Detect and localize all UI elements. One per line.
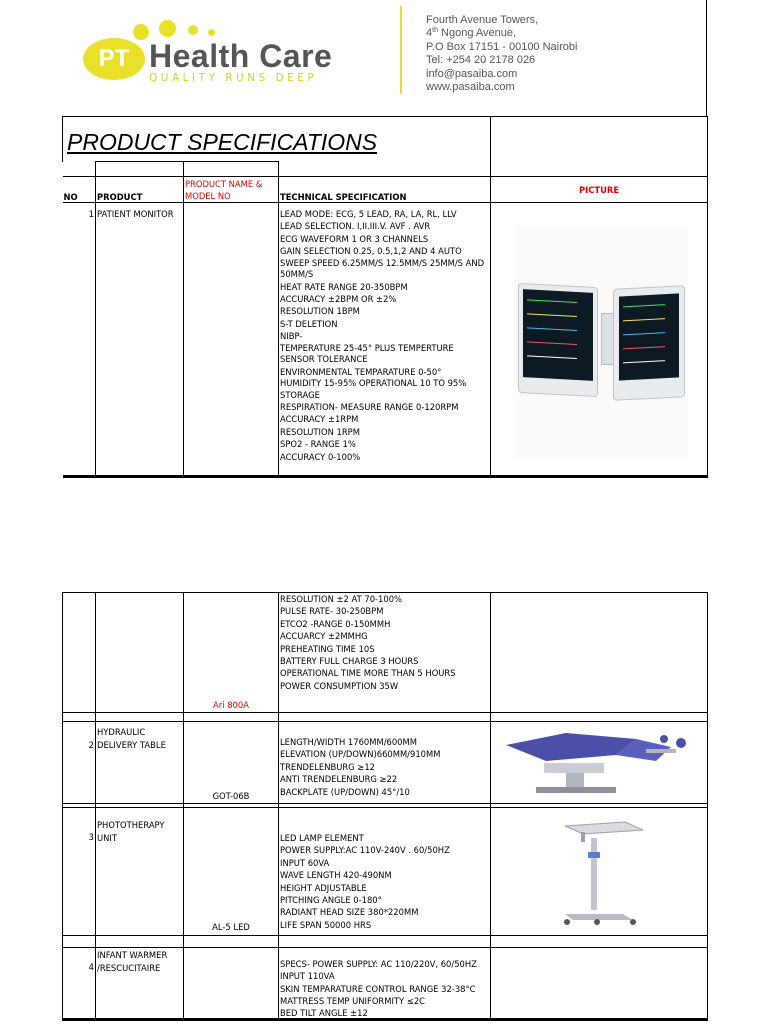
product-model-cell xyxy=(184,203,279,477)
website-text: www.pasaiba.com xyxy=(426,81,515,94)
spec-line: HEIGHT ADJUSTABLE xyxy=(280,882,367,893)
spec-line: BACKPLATE (UP/DOWN) 45°/10 xyxy=(280,786,410,797)
logo-initials: PT xyxy=(83,38,145,80)
header-divider xyxy=(400,6,402,94)
company-address xyxy=(426,14,577,94)
spec-line: BATTERY FULL CHARGE 3 HOURS xyxy=(280,656,419,667)
spec-line: ELEVATION (UP/DOWN)660MM/910MM xyxy=(280,749,441,760)
spec-line: SPO2 - RANGE 1% xyxy=(280,439,356,450)
spec-line: TEMPERATURE 25-45° PLUS TEMPERTURE SENSOR TOLERANCE xyxy=(280,342,454,365)
title-picture-cell xyxy=(491,117,708,177)
product-specs xyxy=(279,593,491,713)
product-picture-cell xyxy=(491,722,708,804)
page-border xyxy=(706,0,707,117)
logo-name: Health Care xyxy=(149,38,333,74)
address-line: Fourth Avenue Towers, xyxy=(426,14,539,26)
logo-dot xyxy=(133,24,149,40)
product-name: PATIENT MONITOR xyxy=(96,203,184,477)
logo-dot xyxy=(188,25,198,35)
product-specs xyxy=(279,722,491,804)
address-line: 4th Ngong Avenue, xyxy=(426,27,517,40)
product-model: Ari 800A xyxy=(184,593,279,713)
spec-table-page-2 xyxy=(62,592,708,1021)
product-no: 3 xyxy=(63,808,96,936)
spec-line: RESPIRATION- MEASURE RANGE 0-120RPM xyxy=(280,402,459,413)
spec-line: S-T DELETION xyxy=(280,318,338,329)
product-picture-cell xyxy=(491,593,708,713)
col-header-picture: PICTURE xyxy=(491,177,708,203)
spec-line: LEAD SELECTION. I,II.III.V. AVF . AVR xyxy=(280,221,431,232)
product-specs xyxy=(279,808,491,936)
logo-dot xyxy=(208,29,215,36)
spec-line: ACCURACY ±1RPM xyxy=(280,414,359,425)
address-line: Tel: +254 20 2178 026 xyxy=(426,54,536,67)
spec-line: RESOLUTION 1BPM xyxy=(280,306,360,317)
product-name: PHOTOTHERAPY UNIT xyxy=(96,808,184,936)
product-name xyxy=(96,593,184,713)
spec-line: LEAD MODE: ECG, 5 LEAD, RA, LA, RL, LLV xyxy=(280,209,457,219)
spec-line: POWER SUPPLY:AC 110V-240V . 60/50HZ xyxy=(280,845,450,856)
spec-line: ACCUARCY ±2MMHG xyxy=(280,631,368,642)
product-name: INFANT WARMER /RESCUCITAIRE xyxy=(96,948,184,1020)
page-title: PRODUCT SPECIFICATIONS xyxy=(63,117,491,162)
spec-line: SWEEP SPEED 6.25MM/S 12.5MM/S 25MM/S AND 50MM/S xyxy=(280,257,485,280)
spec-line: WAVE LENGTH 420-490NM xyxy=(280,870,392,881)
spec-line: ENVIRONMENTAL TEMPARATURE 0-50° xyxy=(280,366,442,377)
spec-line: MATTRESS TEMP UNIFORMITY ≤2C xyxy=(280,996,426,1007)
email-text: info@pasaiba.com xyxy=(426,67,518,80)
spec-line: HEAT RATE RANGE 20-350BPM xyxy=(280,281,408,292)
spec-line: PITCHING ANGLE 0-180° xyxy=(280,895,382,906)
spec-line: ANTI TRENDELENBURG ≥22 xyxy=(280,774,398,785)
spec-line: ETCO2 -RANGE 0-150MMH xyxy=(280,618,391,629)
spec-line: INPUT 110VA xyxy=(280,971,335,982)
spec-line: BED TILT ANGLE ±12 xyxy=(280,1007,368,1018)
product-model: GOT-06B xyxy=(184,722,279,804)
spec-table-page-1 xyxy=(62,116,708,478)
logo-dot xyxy=(159,20,176,37)
spec-line: RESOLUTION 1RPM xyxy=(280,426,360,437)
col-header-no: NO xyxy=(63,177,96,203)
spec-line: POWER CONSUMPTION 35W xyxy=(280,680,399,691)
spec-line: HUMIDITY 15-95% OPERATIONAL 10 TO 95% STORAGE xyxy=(280,378,467,400)
logo-tagline: QUALITY RUNS DEEP xyxy=(149,72,318,84)
spec-line: SKIN TEMPARATURE CONTROL RANGE 32-38°C xyxy=(280,983,476,994)
spec-line: ECG WAVEFORM 1 OR 3 CHANNELS xyxy=(280,233,429,244)
product-model xyxy=(184,948,279,1020)
col-header-product: PRODUCT xyxy=(96,177,184,203)
spec-line: TRENDELENBURG ≥12 xyxy=(280,761,375,772)
spec-line: SPECS- POWER SUPPLY: AC 110/220V, 60/50HZ xyxy=(280,959,477,969)
product-specs xyxy=(279,948,491,1020)
spec-line: PREHEATING TIME 10S xyxy=(280,643,375,654)
spec-line: OPERATIONAL TIME MORE THAN 5 HOURS xyxy=(280,668,456,679)
col-header-model: PRODUCT NAME & MODEL NO xyxy=(184,177,279,203)
spec-line: LED LAMP ELEMENT xyxy=(280,833,364,843)
address-line: P.O Box 17151 - 00100 Nairobi xyxy=(426,40,578,53)
spec-line: LIFE SPAN 50000 HRS xyxy=(280,919,372,930)
product-no: 2 xyxy=(63,722,96,804)
spec-line: RESOLUTION ±2 AT 70-100% xyxy=(280,594,402,604)
spec-line: ACCURACY ±2BPM OR ±2% xyxy=(280,294,397,305)
product-no xyxy=(63,593,96,713)
product-picture-cell xyxy=(491,808,708,936)
phototherapy-lamp-image xyxy=(553,818,653,928)
patient-monitor-image xyxy=(513,225,688,457)
spec-line: GAIN SELECTION 0.25, 0.5,1,2 AND 4 AUTO xyxy=(280,246,462,257)
delivery-table-image xyxy=(496,725,701,797)
product-model: AL-5 LED xyxy=(184,808,279,936)
spec-line: LENGTH/WIDTH 1760MM/600MM xyxy=(280,737,417,747)
product-picture-cell xyxy=(491,203,708,477)
product-specs xyxy=(279,203,491,477)
col-header-spec: TECHNICAL SPECIFICATION xyxy=(279,177,491,203)
product-name: HYDRAULIC DELIVERY TABLE xyxy=(96,722,184,804)
spec-line: INPUT 60VA xyxy=(280,857,330,868)
company-logo xyxy=(63,0,400,116)
spec-line: ACCURACY 0-100% xyxy=(280,451,361,462)
product-picture-cell xyxy=(491,948,708,1020)
product-no: 1 xyxy=(63,203,96,477)
product-no: 4 xyxy=(63,948,96,1020)
spec-line: PULSE RATE- 30-250BPM xyxy=(280,606,384,617)
spec-line: NIBP- xyxy=(280,331,303,342)
spec-line: RADIANT HEAD SIZE 380*220MM xyxy=(280,907,419,918)
